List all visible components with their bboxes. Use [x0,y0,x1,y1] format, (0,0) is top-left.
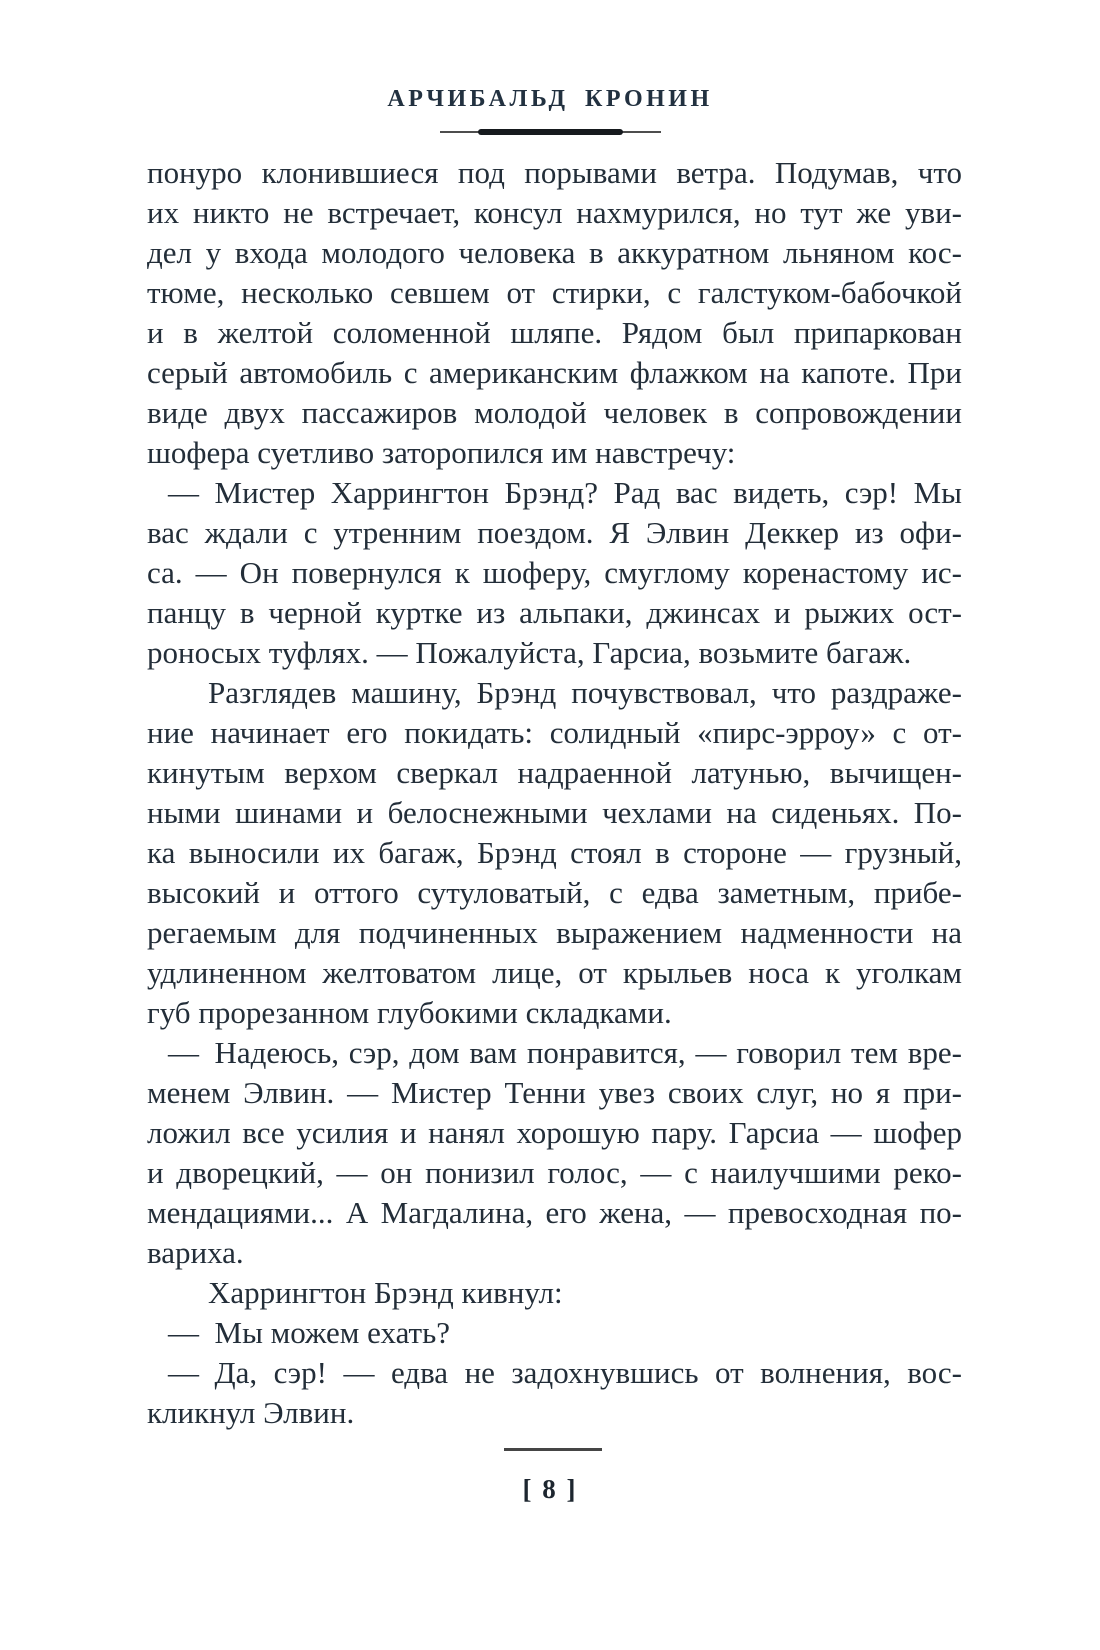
footer-rule [504,1448,602,1451]
text-line: менем Элвин. — Мистер Тенни увез своих слуг, но я при- [147,1075,962,1110]
text-line: — Надеюсь, сэр, дом вам понравится, — говорил тем вре- [168,1035,962,1070]
text-line: роносых туфлях. — Пожалуйста, Гарсиа, возьмите багаж. [147,635,912,670]
text-line: губ прорезанном глубокими складками. [147,995,672,1030]
body-text [147,153,962,1433]
text-line: вас ждали с утренним поездом. Я Элвин Деккер из офи- [147,515,962,550]
text-line: Разглядев машину, Брэнд почувствовал, что раздраже- [208,675,962,710]
page-number: [ 8 ] [522,1474,578,1504]
text-line: ние начинает его покидать: солидный «пирс-эрроу» с от- [147,715,962,750]
text-line: кинутым верхом сверкал надраенной латунью, вычищен- [147,755,962,790]
text-line: шофера суетливо заторопился им навстречу: [147,435,736,470]
text-line: и в желтой соломенной шляпе. Рядом был припаркован [147,315,962,350]
text-line: ными шинами и белоснежными чехлами на сиденьях. По- [147,795,962,830]
text-line: — Мы можем ехать? [168,1315,450,1350]
text-line: дел у входа молодого человека в аккуратном льняном кос- [147,235,962,270]
text-line: тюме, несколько севшем от стирки, с галстуком-бабочкой [147,275,962,310]
header-divider-thick-line [478,129,623,135]
text-line: их никто не встречает, консул нахмурился, но тут же уви- [147,195,962,230]
text-line: Харрингтон Брэнд кивнул: [208,1275,563,1310]
text-line: ложил все усилия и нанял хорошую пару. Гарсиа — шофер [147,1115,962,1150]
text-line: удлиненном желтоватом лице, от крыльев носа к уголкам [147,955,962,990]
text-line: — Мистер Харрингтон Брэнд? Рад вас видеть, сэр! Мы [168,475,962,510]
text-line: — Да, сэр! — едва не задохнувшись от волнения, вос- [168,1355,962,1390]
text-line: панцу в черной куртке из альпаки, джинсах и рыжих ост- [147,595,962,630]
running-head-author: АРЧИБАЛЬД КРОНИН [387,86,713,112]
text-line: ка выносили их багаж, Брэнд стоял в стороне — грузный, [147,835,962,870]
text-line: понуро клонившиеся под порывами ветра. Подумав, что [147,155,962,190]
text-line: вариха. [147,1235,244,1270]
text-line: виде двух пассажиров молодой человек в сопровождении [147,395,962,430]
text-line: и дворецкий, — он понизил голос, — с наилучшими реко- [147,1155,962,1190]
text-line: са. — Он повернулся к шоферу, смуглому коренастому ис- [147,555,962,590]
header-divider [440,129,661,135]
text-line: регаемым для подчиненных выражением надменности на [147,915,962,950]
text-line: кликнул Элвин. [147,1395,355,1430]
text-line: высокий и оттого сутуловатый, с едва заметным, прибе- [147,875,962,910]
text-line: мендациями... А Магдалина, его жена, — превосходная по- [147,1195,962,1230]
text-line: серый автомобиль с американским флажком на капоте. При [147,355,962,390]
